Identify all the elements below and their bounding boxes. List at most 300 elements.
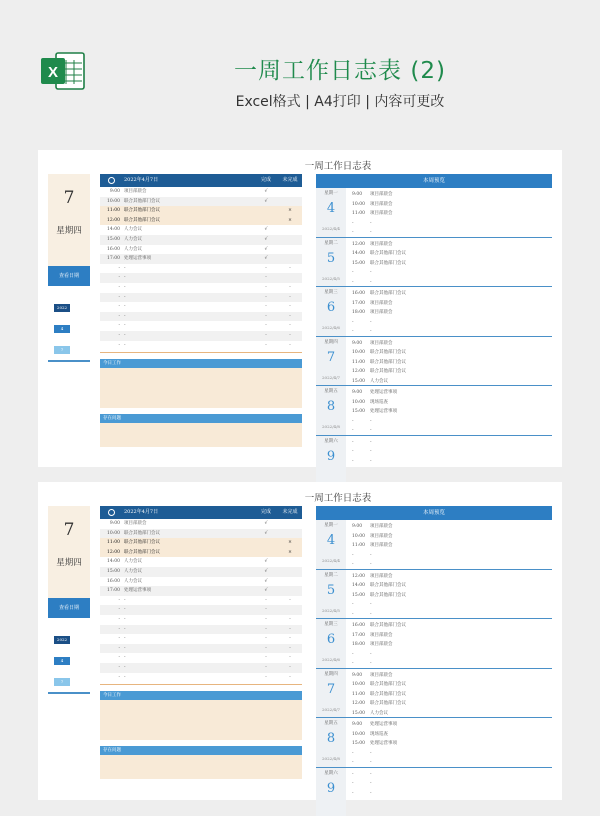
week-day-block — [316, 768, 552, 816]
week-event-task: - — [370, 459, 372, 464]
log-time: - — [100, 331, 120, 341]
log-task: - — [124, 663, 126, 673]
log-task: 项目部晨会 — [124, 519, 147, 529]
week-event-time: 16:00 — [352, 289, 370, 299]
log-rows — [100, 187, 302, 350]
week-day-date-column — [316, 238, 346, 287]
day-select[interactable]: 7 — [54, 346, 70, 354]
clock-icon — [108, 177, 115, 184]
week-day-weekday: 星期一 — [316, 190, 346, 196]
week-event — [352, 541, 393, 551]
log-notdone-mark: - — [278, 653, 302, 663]
week-event — [352, 407, 397, 417]
week-event-task: 联合其他部门会议 — [370, 261, 406, 266]
week-event — [352, 631, 393, 641]
week-preview-header: 本周预览 — [316, 174, 552, 188]
week-event-time: - — [352, 268, 370, 278]
week-day-date-column — [316, 619, 346, 668]
log-row[interactable] — [100, 206, 302, 216]
week-event-time: 11:00 — [352, 541, 370, 551]
log-done-mark: - — [256, 312, 276, 322]
log-done-mark: - — [256, 264, 276, 274]
week-event — [352, 730, 388, 740]
log-row[interactable] — [100, 187, 302, 197]
log-time: - — [100, 644, 120, 654]
week-day-block — [316, 287, 552, 337]
log-time: - — [100, 264, 120, 274]
day-number: 7 — [48, 520, 90, 540]
week-event-time: 17:00 — [352, 631, 370, 641]
log-done-mark: - — [256, 663, 276, 673]
week-event — [352, 200, 393, 210]
week-event-task: 联合其他部门会议 — [370, 369, 406, 374]
log-time: - — [100, 653, 120, 663]
week-event-task: 现场巡查 — [370, 400, 388, 405]
week-event-time: - — [352, 560, 370, 570]
week-day-date: 2022/4/7 — [316, 375, 346, 380]
week-day-number: 8 — [316, 399, 346, 414]
week-event-task: - — [370, 329, 372, 334]
log-task: - — [124, 283, 126, 293]
log-time: 15:00 — [100, 567, 120, 577]
week-event-task: 联合其他部门会议 — [370, 593, 406, 598]
week-event-time: - — [352, 438, 370, 448]
week-event-task: - — [370, 419, 372, 424]
log-row[interactable] — [100, 586, 302, 596]
log-row[interactable] — [100, 538, 302, 548]
log-done-mark: - — [256, 625, 276, 635]
week-day-date-column — [316, 570, 346, 619]
week-event-time: - — [352, 278, 370, 288]
week-event-time: 10:00 — [352, 532, 370, 542]
week-event-task: - — [370, 791, 372, 796]
log-notdone-mark: - — [278, 302, 302, 312]
week-event — [352, 358, 406, 368]
log-row[interactable] — [100, 321, 302, 331]
page-title: 一周工作日志表 (2) — [150, 52, 530, 85]
log-row[interactable] — [100, 273, 302, 283]
log-notdone-mark: - — [278, 634, 302, 644]
log-task: 人力会议 — [124, 225, 142, 235]
week-day-weekday: 星期四 — [316, 671, 346, 677]
log-time: - — [100, 293, 120, 303]
log-row[interactable] — [100, 293, 302, 303]
log-row[interactable] — [100, 312, 302, 322]
log-row[interactable] — [100, 673, 302, 683]
week-day-date: 2022/4/4 — [316, 226, 346, 231]
log-done-mark: - — [256, 673, 276, 683]
log-row[interactable] — [100, 519, 302, 529]
week-event-time: 16:00 — [352, 621, 370, 631]
log-time: - — [100, 625, 120, 635]
log-done-mark: - — [256, 283, 276, 293]
week-day-weekday: 星期五 — [316, 388, 346, 394]
date-panel — [48, 174, 90, 286]
log-row[interactable] — [100, 596, 302, 606]
week-event-time: 14:00 — [352, 249, 370, 259]
week-event — [352, 720, 397, 730]
week-event-time: 10:00 — [352, 730, 370, 740]
clock-icon — [108, 509, 115, 516]
week-event — [352, 671, 393, 681]
week-event-time: - — [352, 327, 370, 337]
week-event-task: 处理运营事项 — [370, 741, 397, 746]
log-time: 9:00 — [100, 519, 120, 529]
week-event — [352, 190, 393, 200]
view-date-button[interactable]: 查看日期 — [48, 598, 90, 618]
week-event — [352, 318, 372, 328]
log-done-mark: - — [256, 331, 276, 341]
week-event-time: 12:00 — [352, 699, 370, 709]
log-notdone-mark: - — [278, 663, 302, 673]
log-time: 14:00 — [100, 557, 120, 567]
week-day-number: 7 — [316, 682, 346, 697]
log-task: 联合其他部门会议 — [124, 548, 160, 558]
week-event-task: - — [370, 760, 372, 765]
log-notdone-mark: - — [278, 331, 302, 341]
week-day-date: 2022/4/8 — [316, 756, 346, 761]
week-event-time: - — [352, 219, 370, 229]
week-day-block — [316, 188, 552, 238]
log-task: - — [124, 653, 126, 663]
week-event — [352, 739, 397, 749]
week-event-task: 项目部晨会 — [370, 543, 393, 548]
log-time: - — [100, 605, 120, 615]
log-row[interactable] — [100, 634, 302, 644]
log-done-mark: - — [256, 302, 276, 312]
log-task: - — [124, 625, 126, 635]
week-event — [352, 680, 406, 690]
log-time: 17:00 — [100, 586, 120, 596]
week-event-time: - — [352, 551, 370, 561]
log-row[interactable] — [100, 644, 302, 654]
week-preview-panel — [316, 506, 552, 816]
today-work-body[interactable] — [100, 700, 302, 740]
log-task: - — [124, 596, 126, 606]
week-event-task: 联合其他部门会议 — [370, 692, 406, 697]
week-day-weekday: 星期二 — [316, 572, 346, 578]
log-done-mark: √ — [256, 235, 276, 245]
week-event — [352, 591, 406, 601]
week-day-number: 4 — [316, 201, 346, 216]
week-event-time: - — [352, 749, 370, 759]
log-row[interactable] — [100, 264, 302, 274]
log-task: - — [124, 605, 126, 615]
day-number: 7 — [48, 188, 90, 208]
week-event-task: - — [370, 661, 372, 666]
sheet-title: 一周工作日志表 — [238, 158, 438, 172]
log-notdone-mark: - — [278, 341, 302, 351]
log-notdone-mark: - — [278, 644, 302, 654]
week-event-task: 人力会议 — [370, 711, 388, 716]
week-event-task: 联合其他部门会议 — [370, 291, 406, 296]
log-task: 联合其他部门会议 — [124, 529, 160, 539]
issues-body[interactable] — [100, 755, 302, 779]
log-done-mark: - — [256, 615, 276, 625]
log-row[interactable] — [100, 235, 302, 245]
log-time: 12:00 — [100, 548, 120, 558]
week-event-task: - — [370, 230, 372, 235]
worksheet-preview — [38, 150, 562, 467]
week-event — [352, 308, 393, 318]
week-day-date: 2022/4/8 — [316, 424, 346, 429]
log-row[interactable] — [100, 254, 302, 264]
log-done-mark: √ — [256, 586, 276, 596]
week-event-time: - — [352, 417, 370, 427]
week-day-weekday: 星期三 — [316, 621, 346, 627]
week-day-date: 2022/4/6 — [316, 325, 346, 330]
week-event-time: - — [352, 789, 370, 799]
week-day-number: 6 — [316, 632, 346, 647]
log-task: 人力会议 — [124, 245, 142, 255]
log-done-mark: √ — [256, 225, 276, 235]
log-time: - — [100, 321, 120, 331]
today-work-body[interactable] — [100, 368, 302, 408]
week-event-task: - — [370, 553, 372, 558]
log-task: 人力会议 — [124, 235, 142, 245]
week-day-number: 7 — [316, 350, 346, 365]
week-event-task: 联合其他部门会议 — [370, 360, 406, 365]
log-task: - — [124, 634, 126, 644]
week-event-task: - — [370, 781, 372, 786]
log-time: - — [100, 596, 120, 606]
week-day-weekday: 星期二 — [316, 240, 346, 246]
week-event-time: 15:00 — [352, 259, 370, 269]
log-row[interactable] — [100, 283, 302, 293]
week-event-task: - — [370, 449, 372, 454]
week-day-weekday: 星期三 — [316, 289, 346, 295]
week-day-date-column — [316, 386, 346, 435]
log-row[interactable] — [100, 605, 302, 615]
week-day-date-column — [316, 287, 346, 336]
week-event-task: 项目部晨会 — [370, 211, 393, 216]
week-day-date-column — [316, 436, 346, 485]
log-done-mark: - — [256, 321, 276, 331]
log-row[interactable] — [100, 663, 302, 673]
log-row[interactable] — [100, 577, 302, 587]
divider — [48, 360, 90, 362]
month-select[interactable]: 4 — [54, 325, 70, 333]
log-done-mark: - — [256, 634, 276, 644]
log-time: - — [100, 341, 120, 351]
week-event-time: 9:00 — [352, 190, 370, 200]
log-header — [100, 506, 302, 519]
week-event-time: 12:00 — [352, 367, 370, 377]
week-day-block — [316, 619, 552, 669]
log-time: - — [100, 673, 120, 683]
week-event-task: - — [370, 652, 372, 657]
log-row[interactable] — [100, 245, 302, 255]
week-event-time: - — [352, 228, 370, 238]
week-event-time: 15:00 — [352, 709, 370, 719]
log-task: - — [124, 644, 126, 654]
log-notdone-mark: × — [278, 548, 302, 558]
week-event — [352, 699, 406, 709]
log-task: 处理运营事项 — [124, 254, 151, 264]
log-time: 16:00 — [100, 245, 120, 255]
week-day-date: 2022/4/4 — [316, 558, 346, 563]
log-row[interactable] — [100, 529, 302, 539]
log-row[interactable] — [100, 225, 302, 235]
week-event-task: - — [370, 751, 372, 756]
week-event-task: 项目部晨会 — [370, 633, 393, 638]
log-row[interactable] — [100, 625, 302, 635]
month-select[interactable]: 4 — [54, 657, 70, 665]
week-event — [352, 640, 393, 650]
log-date: 2022年4月7日 — [124, 174, 158, 187]
log-done-mark: - — [256, 596, 276, 606]
week-event-time: 15:00 — [352, 739, 370, 749]
log-done-mark: √ — [256, 187, 276, 197]
log-done-mark: √ — [256, 529, 276, 539]
log-task: 联合其他部门会议 — [124, 206, 160, 216]
week-day-number: 8 — [316, 731, 346, 746]
log-row[interactable] — [100, 548, 302, 558]
week-event-time: 14:00 — [352, 581, 370, 591]
week-day-number: 5 — [316, 251, 346, 266]
week-event-time: 11:00 — [352, 358, 370, 368]
log-row[interactable] — [100, 557, 302, 567]
log-notdone-mark: - — [278, 312, 302, 322]
log-row[interactable] — [100, 216, 302, 226]
log-time: - — [100, 302, 120, 312]
log-time: - — [100, 312, 120, 322]
week-event — [352, 240, 393, 250]
log-time: 11:00 — [100, 206, 120, 216]
week-event-time: 9:00 — [352, 720, 370, 730]
week-event-time: 11:00 — [352, 209, 370, 219]
log-done-mark: √ — [256, 519, 276, 529]
week-day-block — [316, 718, 552, 768]
week-day-date-column — [316, 669, 346, 718]
week-event — [352, 398, 388, 408]
log-row[interactable] — [100, 567, 302, 577]
week-event-time: 11:00 — [352, 690, 370, 700]
day-select[interactable]: 7 — [54, 678, 70, 686]
week-event-task: - — [370, 440, 372, 445]
week-day-number: 9 — [316, 781, 346, 796]
week-event-task: 项目部晨会 — [370, 524, 393, 529]
excel-logo-icon — [40, 50, 86, 92]
log-row[interactable] — [100, 341, 302, 351]
week-day-date-column — [316, 188, 346, 237]
week-event-time: 15:00 — [352, 377, 370, 387]
log-task: 处理运营事项 — [124, 586, 151, 596]
week-event-task: 联合其他部门会议 — [370, 251, 406, 256]
week-event-time: - — [352, 426, 370, 436]
week-event-time: - — [352, 610, 370, 620]
svg-text:X: X — [48, 64, 58, 81]
week-event — [352, 621, 406, 631]
log-task: 人力会议 — [124, 567, 142, 577]
year-select[interactable]: 2022 — [54, 636, 70, 644]
week-event-task: - — [370, 280, 372, 285]
issues-header: 存在问题 — [100, 746, 302, 755]
week-event-task: 人力会议 — [370, 379, 388, 384]
log-time: 12:00 — [100, 216, 120, 226]
week-event-time: 10:00 — [352, 200, 370, 210]
log-notdone-mark: - — [278, 293, 302, 303]
log-notdone-mark: × — [278, 538, 302, 548]
log-task: 人力会议 — [124, 577, 142, 587]
log-row[interactable] — [100, 615, 302, 625]
worksheet-preview — [38, 482, 562, 800]
week-event — [352, 690, 406, 700]
week-day-block — [316, 570, 552, 620]
week-event-task: 项目部晨会 — [370, 242, 393, 247]
week-event — [352, 219, 372, 229]
log-task: - — [124, 293, 126, 303]
year-select[interactable]: 2022 — [54, 304, 70, 312]
log-time: 11:00 — [100, 538, 120, 548]
week-day-weekday: 星期六 — [316, 438, 346, 444]
week-event-task: 联合其他部门会议 — [370, 350, 406, 355]
week-event-task: - — [370, 270, 372, 275]
week-event-time: 9:00 — [352, 339, 370, 349]
week-day-date: 2022/4/6 — [316, 657, 346, 662]
log-row[interactable] — [100, 197, 302, 207]
week-event — [352, 650, 372, 660]
week-event-task: 项目部晨会 — [370, 192, 393, 197]
week-event-time: - — [352, 650, 370, 660]
log-row[interactable] — [100, 653, 302, 663]
log-task: - — [124, 312, 126, 322]
divider — [48, 692, 90, 694]
log-time: 10:00 — [100, 197, 120, 207]
log-task: - — [124, 321, 126, 331]
log-notdone-mark: - — [278, 615, 302, 625]
log-time: 14:00 — [100, 225, 120, 235]
week-event-task: 项目部晨会 — [370, 341, 393, 346]
log-task: 项目部晨会 — [124, 187, 147, 197]
not-done-column-header: 未完成 — [278, 174, 302, 187]
week-event-time: - — [352, 779, 370, 789]
week-event-task: - — [370, 428, 372, 433]
week-day-weekday: 星期四 — [316, 339, 346, 345]
log-done-mark: √ — [256, 254, 276, 264]
week-event-task: 联合其他部门会议 — [370, 623, 406, 628]
week-event — [352, 417, 372, 427]
log-row[interactable] — [100, 302, 302, 312]
week-event — [352, 457, 372, 467]
week-day-weekday: 星期五 — [316, 720, 346, 726]
log-time: - — [100, 615, 120, 625]
log-time: - — [100, 634, 120, 644]
log-done-mark: - — [256, 341, 276, 351]
week-event — [352, 259, 406, 269]
week-day-date: 2022/4/5 — [316, 276, 346, 281]
week-event-time: - — [352, 659, 370, 669]
week-preview-header: 本周预览 — [316, 506, 552, 520]
week-event-task: - — [370, 562, 372, 567]
week-event — [352, 532, 393, 542]
page-subtitle: Excel格式 | A4打印 | 内容可更改 — [150, 91, 530, 111]
log-notdone-mark: × — [278, 206, 302, 216]
week-event — [352, 447, 372, 457]
today-work-header: 今日工作 — [100, 359, 302, 368]
week-event — [352, 581, 406, 591]
week-day-date-column — [316, 520, 346, 569]
week-day-date: 2022/4/7 — [316, 707, 346, 712]
log-row[interactable] — [100, 331, 302, 341]
week-event-task: 联合其他部门会议 — [370, 701, 406, 706]
week-preview-panel — [316, 174, 552, 484]
week-event-task: 项目部晨会 — [370, 574, 393, 579]
log-task: - — [124, 273, 126, 283]
view-date-button[interactable]: 查看日期 — [48, 266, 90, 286]
issues-body[interactable] — [100, 423, 302, 447]
done-column-header: 完成 — [256, 506, 276, 519]
